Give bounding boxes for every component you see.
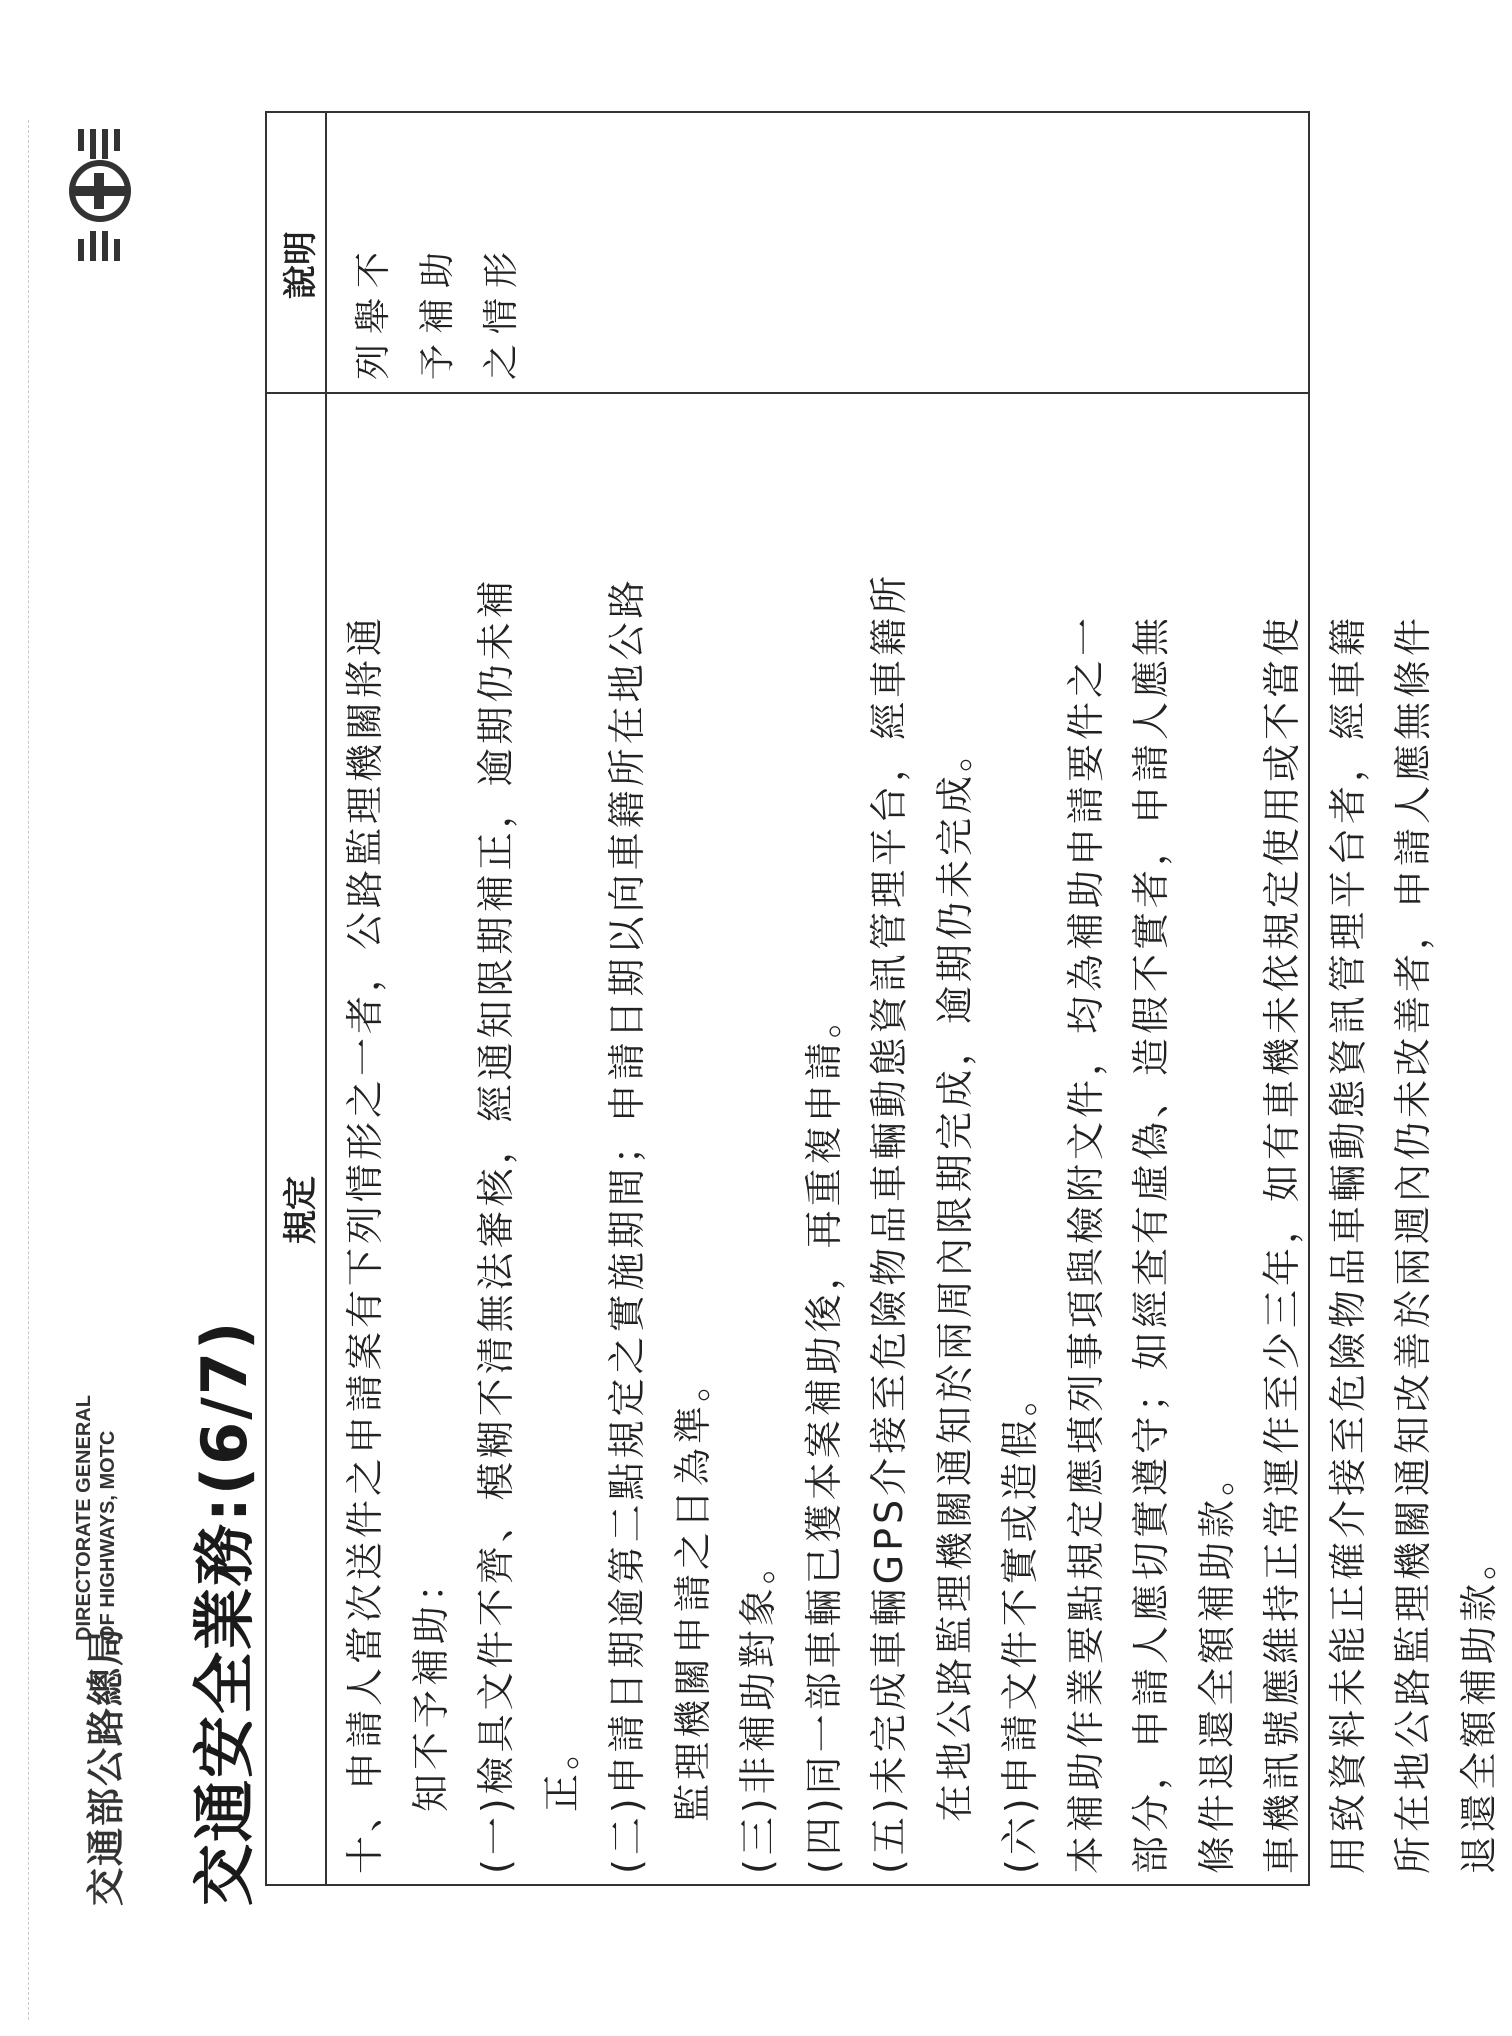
rule-line: (五)未完成車輛GPS介接至危險物品車輛動態資訊管理平台，經車籍所 xyxy=(867,571,911,1874)
rule-line: 知不予補助： xyxy=(408,1559,453,1812)
rule-line: 所在地公路監理機關通知改善於兩週內仍未改善者，申請人應無條件 xyxy=(1391,613,1435,1874)
rule-column-header: 規定 xyxy=(281,1176,321,1244)
rule-line: (三)非補助對象。 xyxy=(736,1542,780,1874)
column-divider xyxy=(267,392,1308,394)
rule-line: 車機訊號應維持正常運作至少三年，如有車機未依規定使用或不當使 xyxy=(1260,613,1304,1874)
rule-line: 監理機關申請之日為準。 xyxy=(670,1359,715,1822)
note-column-header: 說明 xyxy=(281,231,321,299)
rule-line: 十、申請人當次送件之申請案有下列情形之一者，公路監理機關將通 xyxy=(343,613,387,1874)
regulation-table xyxy=(265,111,1501,1886)
rule-line: (一)檢具文件不齊、模糊不清無法審核，經通知限期補正，逾期仍未補 xyxy=(474,576,518,1874)
note-line: 予補助 xyxy=(417,241,458,380)
rule-line: 在地公路監理機關通知於兩周內限期完成，逾期仍未完成。 xyxy=(932,729,977,1822)
rule-line: (六)申請文件不實或造假。 xyxy=(998,1374,1042,1874)
rule-line: 用致資料未能正確介接至危險物品車輛動態資訊管理平台者，經車籍 xyxy=(1325,613,1370,1874)
rule-line: (四)同一部車輛已獲本案補助後，再重複申請。 xyxy=(801,996,846,1874)
organization-name-english xyxy=(72,1395,120,1641)
rule-content xyxy=(333,404,1512,1874)
note-line: 之情形 xyxy=(481,241,522,380)
organization-name-english-line1: DIRECTORATE GENERAL xyxy=(73,1395,95,1641)
organization-name-chinese: 交通部公路總局 xyxy=(84,1625,128,1906)
page-title: 交通安全業務:(6/7) xyxy=(188,1319,261,1906)
rule-line: 部分，申請人應切實遵守；如經查有虛偽、造假不實者，申請人應無 xyxy=(1129,613,1173,1874)
rule-line: 退還全額補助款。 xyxy=(1456,1537,1501,1874)
rule-line: 條件退還全額補助款。 xyxy=(1194,1453,1239,1874)
note-line: 列舉不 xyxy=(353,241,394,380)
organization-name-english-line2: OF HIGHWAYS, MOTC xyxy=(97,1430,119,1641)
rule-line: 本補助作業要點規定應填列事項與檢附文件，均為補助申請要件之一 xyxy=(1063,613,1108,1874)
rule-line: 正。 xyxy=(539,1727,584,1812)
table-header-row xyxy=(267,113,327,1884)
page-header xyxy=(50,106,280,1906)
note-content xyxy=(342,120,534,380)
highway-bureau-logo-icon xyxy=(58,116,148,266)
rule-line: (二)申請日期逾第二點規定之實施期間；申請日期以向車籍所在地公路 xyxy=(605,576,649,1874)
